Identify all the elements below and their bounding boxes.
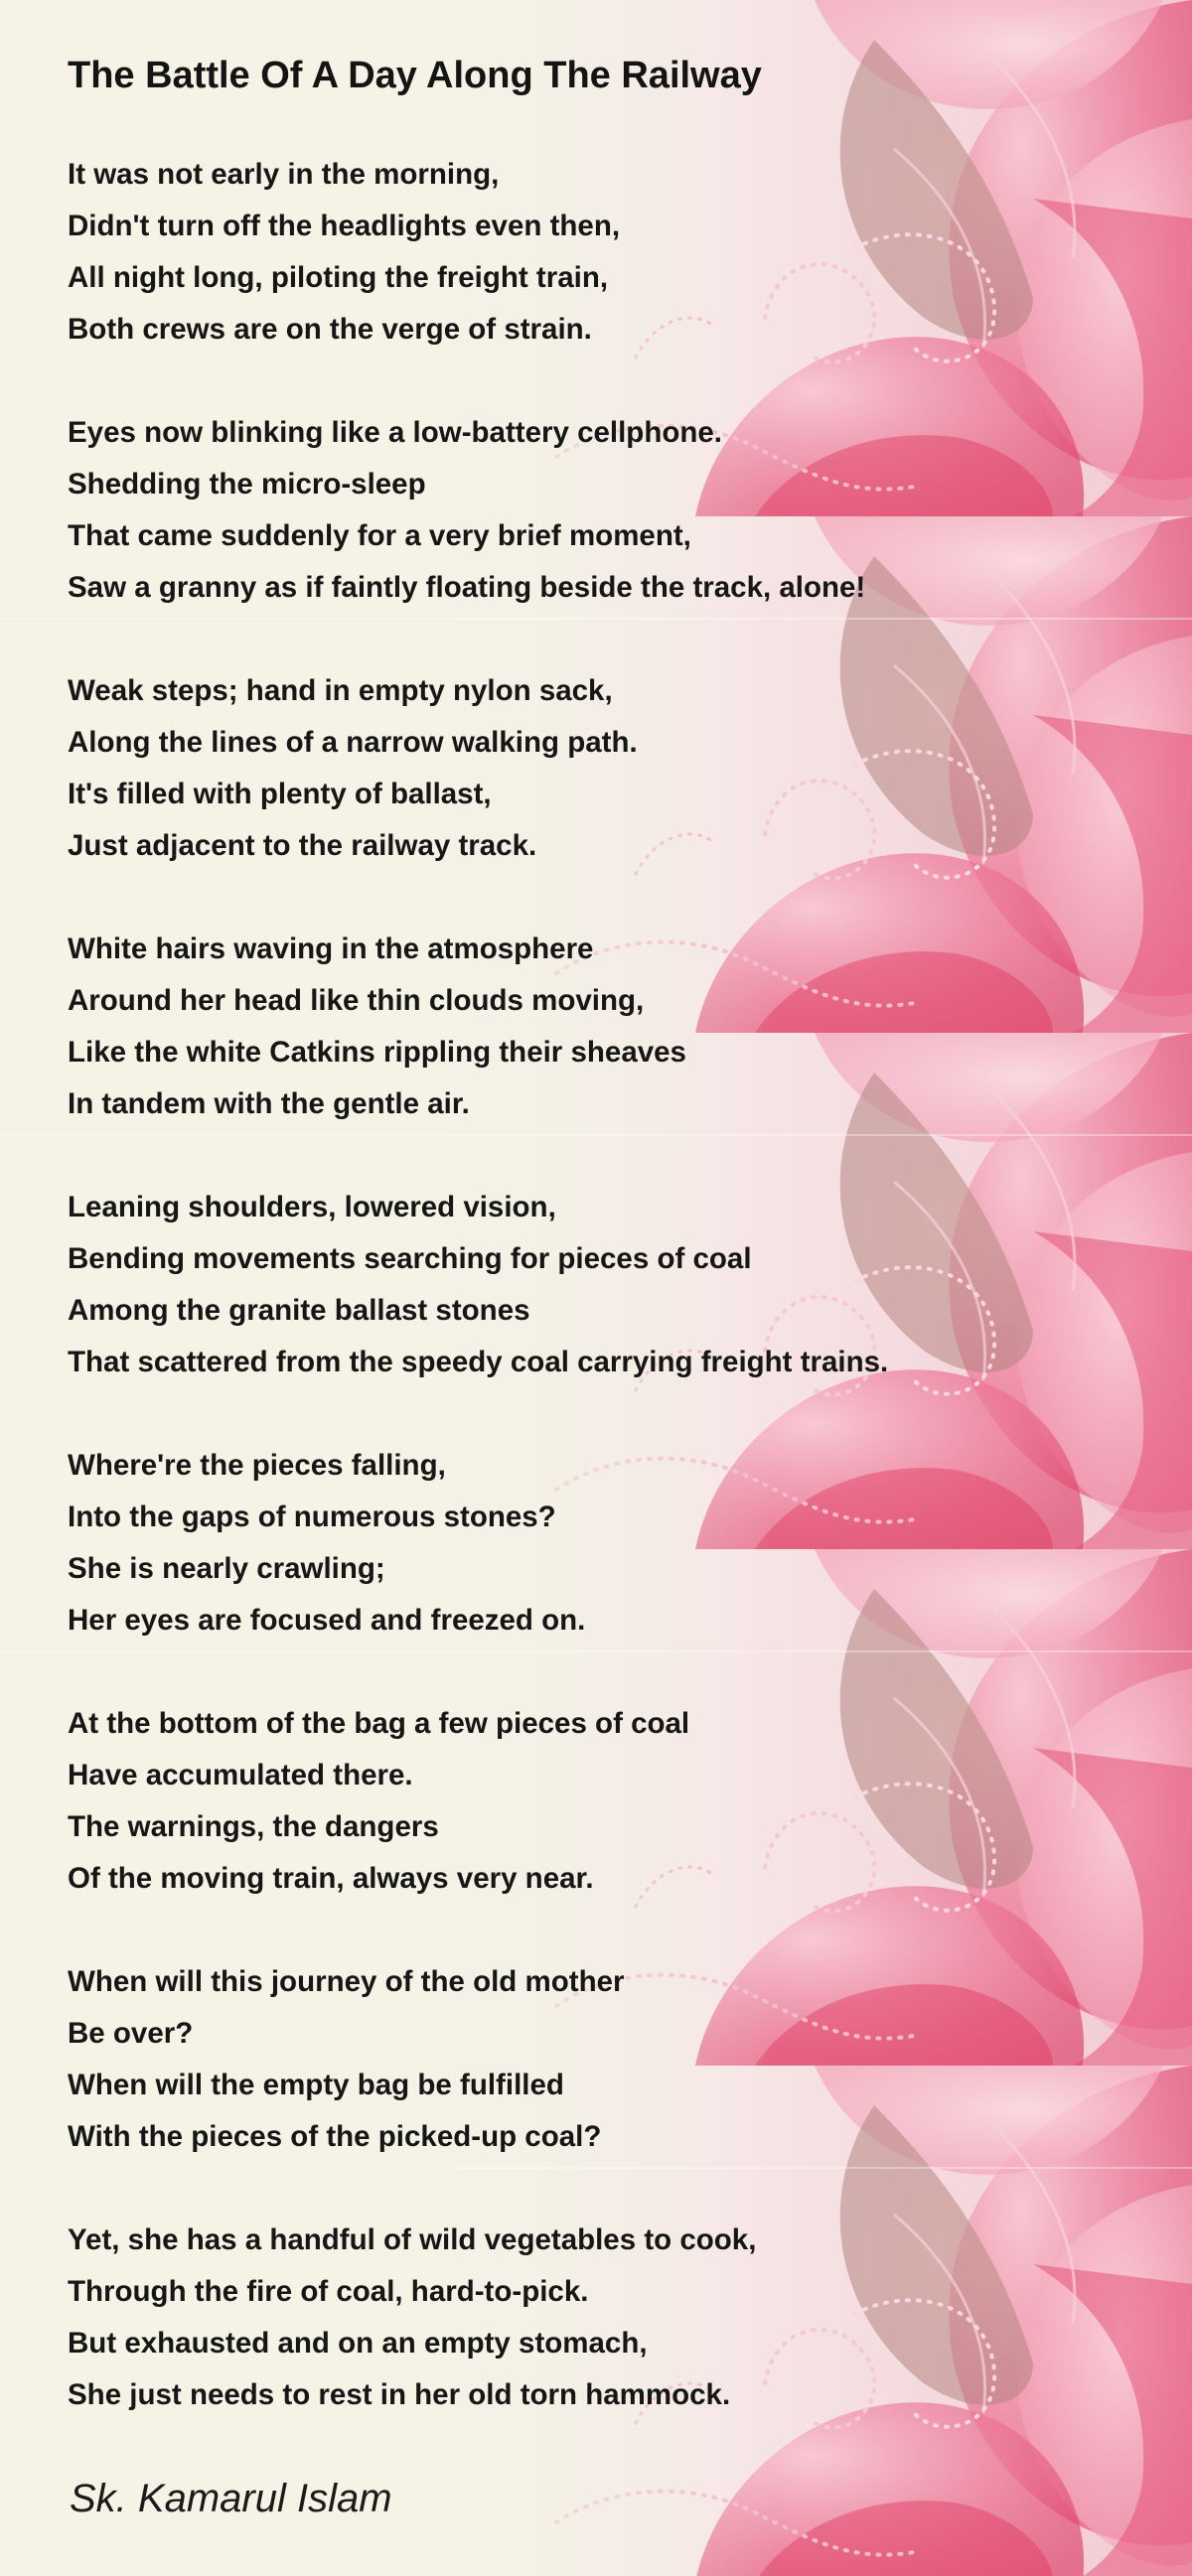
- poem-line: When will the empty bag be fulfilled: [68, 2069, 564, 2101]
- poem-line: Bending movements searching for pieces of coal: [68, 1242, 752, 1275]
- poem-line: Just adjacent to the railway track.: [68, 829, 537, 862]
- poem-line: Both crews are on the verge of strain.: [68, 313, 592, 346]
- poem-line: Like the white Catkins rippling their sheaves: [68, 1036, 686, 1069]
- poem-line: Shedding the micro-sleep: [68, 468, 426, 501]
- poem-line: Around her head like thin clouds moving,: [68, 984, 645, 1017]
- poem-title: The Battle Of A Day Along The Railway: [68, 55, 762, 96]
- poem-line: Among the granite ballast stones: [68, 1294, 530, 1327]
- poem-line: With the pieces of the picked-up coal?: [68, 2120, 602, 2153]
- poem-line: It was not early in the morning,: [68, 158, 500, 191]
- poem-line: Be over?: [68, 2017, 194, 2050]
- stanza: [68, 924, 888, 1130]
- stanza: [68, 1440, 888, 1646]
- stanza: [68, 1698, 888, 1905]
- poem-line: She is nearly crawling;: [68, 1552, 385, 1585]
- poem-line: Into the gaps of numerous stones?: [68, 1501, 556, 1533]
- poem-line: Have accumulated there.: [68, 1759, 413, 1791]
- poem-line: That scattered from the speedy coal carrying freight trains.: [68, 1346, 889, 1378]
- stanza: [68, 1182, 888, 1388]
- poem-line: Along the lines of a narrow walking path.: [68, 726, 638, 759]
- poem-line: But exhausted and on an empty stomach,: [68, 2327, 648, 2360]
- poem-line: Eyes now blinking like a low-battery cellphone.: [68, 416, 722, 449]
- poem-line: Weak steps; hand in empty nylon sack,: [68, 674, 613, 707]
- poem-author: Sk. Kamarul Islam: [70, 2477, 392, 2520]
- poem-line: Didn't turn off the headlights even then,: [68, 210, 621, 242]
- stanza: [68, 149, 888, 356]
- stanza: [68, 1956, 888, 2163]
- poem-line: That came suddenly for a very brief moment,: [68, 519, 691, 552]
- poem-line: Leaning shoulders, lowered vision,: [68, 1191, 556, 1223]
- poem-line: At the bottom of the bag a few pieces of coal: [68, 1707, 690, 1740]
- stanza: [68, 665, 888, 872]
- poem-line: In tandem with the gentle air.: [68, 1087, 470, 1120]
- poem-line: Where're the pieces falling,: [68, 1449, 446, 1482]
- stanza: [68, 407, 888, 614]
- poem-line: When will this journey of the old mother: [68, 1965, 625, 1998]
- poem-line: White hairs waving in the atmosphere: [68, 932, 594, 965]
- stanza: [68, 2215, 888, 2421]
- poem-line: Through the fire of coal, hard-to-pick.: [68, 2275, 589, 2308]
- poem-line: She just needs to rest in her old torn hammock.: [68, 2378, 731, 2411]
- poem-line: Saw a granny as if faintly floating beside the track, alone!: [68, 571, 866, 604]
- poem-body: [68, 149, 888, 2473]
- poem-line: Her eyes are focused and freezed on.: [68, 1604, 586, 1637]
- poem-line: Yet, she has a handful of wild vegetables to cook,: [68, 2223, 757, 2256]
- poem-line: The warnings, the dangers: [68, 1810, 439, 1843]
- poem-line: Of the moving train, always very near.: [68, 1862, 594, 1895]
- poem-line: All night long, piloting the freight train,: [68, 261, 609, 294]
- poem-line: It's filled with plenty of ballast,: [68, 778, 492, 810]
